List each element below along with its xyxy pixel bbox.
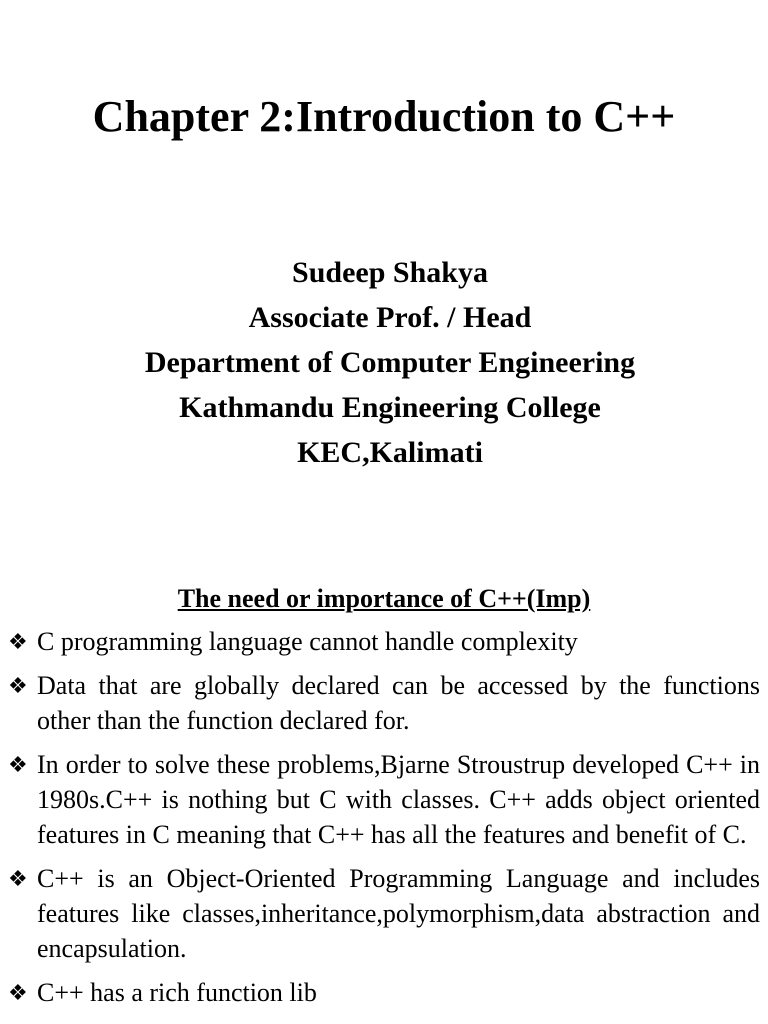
list-item-text: Data that are globally declared can be accessed by the functions other than the function declared for. (37, 671, 760, 735)
author-college: Kathmandu Engineering College (179, 391, 601, 424)
diamond-bullet-icon: ❖ (8, 673, 28, 698)
diamond-bullet-icon: ❖ (8, 752, 28, 777)
diamond-bullet-icon: ❖ (8, 980, 28, 1005)
list-item (8, 624, 760, 659)
diamond-bullet-icon: ❖ (8, 866, 28, 891)
list-item-text: In order to solve these problems,Bjarne Stroustrup developed C++ in 1980s.C++ is nothing but C with classes. C++ adds object oriented features in C meaning that C++ has all the features and benefit of C. (37, 750, 760, 849)
diamond-bullet-icon: ❖ (8, 629, 28, 654)
chapter-title: Chapter 2:Introduction to C++ (92, 92, 676, 141)
list-item (8, 668, 760, 738)
section-heading: The need or importance of C++(Imp) (177, 584, 591, 613)
list-item-text: C++ has a rich function lib (37, 978, 317, 1007)
author-block (0, 250, 768, 475)
list-item (8, 861, 760, 966)
author-name: Sudeep Shakya (292, 256, 488, 289)
list-item (8, 747, 760, 852)
author-campus: KEC,Kalimati (297, 436, 483, 469)
author-position: Associate Prof. / Head (248, 301, 532, 334)
list-item-text: C programming language cannot handle complexity (37, 627, 578, 656)
list-item (8, 975, 760, 1010)
bullet-list (8, 624, 760, 1019)
list-item-text: C++ is an Object-Oriented Programming Language and includes features like classes,inheritance,polymorphism,data abstraction and encapsulation. (37, 864, 760, 963)
author-department: Department of Computer Engineering (144, 346, 636, 379)
